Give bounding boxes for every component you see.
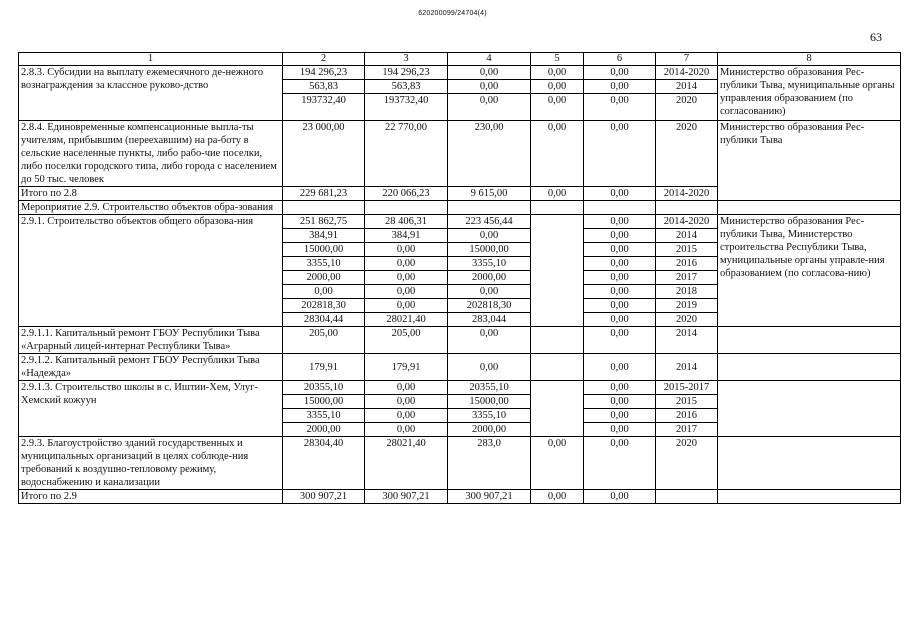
cell: 0,00 — [584, 395, 656, 409]
table-row — [19, 354, 901, 381]
cell: 0,00 — [365, 395, 448, 409]
cell: 300 907,21 — [448, 490, 531, 504]
executor-cell: Министерство образования Рес-публики Тыва — [718, 121, 901, 201]
total-row — [19, 490, 901, 504]
cell: 0,00 — [584, 94, 656, 121]
cell: 194 296,23 — [365, 66, 448, 80]
cell — [584, 201, 656, 215]
cell: 2020 — [656, 94, 718, 121]
cell: 2017 — [656, 423, 718, 437]
row-label: 2.9.3. Благоустройство зданий государственных и муниципальных организаций в целях соблюде-ния требований к воздушно-тепловому режиму, водоснабжению и канализации — [19, 437, 283, 490]
cell: 229 681,23 — [283, 187, 365, 201]
cell: 0,00 — [584, 243, 656, 257]
executor-cell: Министерство образования Рес-публики Тыва, муниципальные органы управления образованием (по согласованию) — [718, 66, 901, 121]
cell: 28304,44 — [283, 313, 365, 327]
cell: 0,00 — [584, 187, 656, 201]
cell: 15000,00 — [283, 395, 365, 409]
table-row — [19, 327, 901, 354]
executor-cell: Министерство образования Рес-публики Тыва, Министерство строительства Республики Тыва, муниципальные органы управле-ния образованием (по согласова-нию) — [718, 215, 901, 327]
cell: 0,00 — [365, 423, 448, 437]
cell: 2014 — [656, 229, 718, 243]
col-header: 6 — [584, 53, 656, 66]
cell: 283,0 — [448, 437, 531, 490]
cell: 3355,10 — [448, 409, 531, 423]
row-label: 2.9.1.1. Капитальный ремонт ГБОУ Республики Тыва «Аграрный лицей-интернат Республики Тыва» — [19, 327, 283, 354]
cell — [531, 215, 584, 327]
row-label: 2.8.3. Субсидии на выплату ежемесячного де-нежного вознаграждения за классное руково-дство — [19, 66, 283, 121]
cell: 179,91 — [283, 354, 365, 381]
cell: 20355,10 — [283, 381, 365, 395]
cell — [718, 354, 901, 381]
cell: 2014 — [656, 327, 718, 354]
cell: 2015-2017 — [656, 381, 718, 395]
cell — [283, 201, 365, 215]
cell: 2017 — [656, 271, 718, 285]
cell: 0,00 — [584, 381, 656, 395]
cell: 28 406,31 — [365, 215, 448, 229]
cell: 384,91 — [283, 229, 365, 243]
cell — [718, 381, 901, 437]
cell — [531, 201, 584, 215]
cell: 2020 — [656, 437, 718, 490]
cell: 2000,00 — [283, 423, 365, 437]
cell: 23 000,00 — [283, 121, 365, 187]
cell: 251 862,75 — [283, 215, 365, 229]
row-label: 2.9.1. Строительство объектов общего образова-ния — [19, 215, 283, 327]
cell: 2016 — [656, 257, 718, 271]
cell: 0,00 — [365, 243, 448, 257]
cell: 2016 — [656, 409, 718, 423]
program-table — [18, 52, 901, 504]
cell: 0,00 — [448, 327, 531, 354]
cell — [718, 327, 901, 354]
table-row — [19, 381, 901, 395]
cell: 15000,00 — [448, 395, 531, 409]
cell: 384,91 — [365, 229, 448, 243]
cell: 0,00 — [584, 271, 656, 285]
cell: 0,00 — [531, 94, 584, 121]
cell: 15000,00 — [448, 243, 531, 257]
cell: 0,00 — [531, 80, 584, 94]
cell: 0,00 — [531, 121, 584, 187]
cell: 2019 — [656, 299, 718, 313]
row-label: 2.9.1.2. Капитальный ремонт ГБОУ Республики Тыва «Надежда» — [19, 354, 283, 381]
table-row — [19, 121, 901, 187]
cell: 28021,40 — [365, 313, 448, 327]
cell: 205,00 — [365, 327, 448, 354]
cell: 0,00 — [365, 257, 448, 271]
cell — [531, 354, 584, 381]
cell: 205,00 — [283, 327, 365, 354]
cell: 0,00 — [448, 354, 531, 381]
cell: 2000,00 — [448, 423, 531, 437]
cell: 0,00 — [448, 94, 531, 121]
cell: 0,00 — [584, 285, 656, 299]
col-header: 2 — [283, 53, 365, 66]
table-row — [19, 66, 901, 80]
cell: 0,00 — [584, 80, 656, 94]
cell: 0,00 — [531, 490, 584, 504]
cell — [531, 327, 584, 354]
cell: 0,00 — [448, 285, 531, 299]
table-row — [19, 215, 901, 229]
cell: 2015 — [656, 395, 718, 409]
cell: 193732,40 — [283, 94, 365, 121]
cell: 3355,10 — [283, 257, 365, 271]
cell: 230,00 — [448, 121, 531, 187]
cell: 15000,00 — [283, 243, 365, 257]
cell: 2014-2020 — [656, 66, 718, 80]
col-header: 3 — [365, 53, 448, 66]
table-row — [19, 437, 901, 490]
cell: 2014-2020 — [656, 215, 718, 229]
cell: 300 907,21 — [283, 490, 365, 504]
cell: 9 615,00 — [448, 187, 531, 201]
col-header: 1 — [19, 53, 283, 66]
cell: 2014 — [656, 80, 718, 94]
cell: 563,83 — [283, 80, 365, 94]
cell: 0,00 — [584, 66, 656, 80]
cell: 0,00 — [584, 121, 656, 187]
cell: 0,00 — [584, 490, 656, 504]
row-label: Итого по 2.8 — [19, 187, 283, 201]
cell: 283,044 — [448, 313, 531, 327]
page-number: 63 — [870, 30, 882, 44]
cell: 3355,10 — [283, 409, 365, 423]
cell: 2014 — [656, 354, 718, 381]
document-id: 620200099/24704(4) — [418, 10, 487, 17]
cell: 0,00 — [584, 423, 656, 437]
cell: 0,00 — [365, 381, 448, 395]
cell: 0,00 — [531, 437, 584, 490]
cell: 0,00 — [531, 187, 584, 201]
cell: 193732,40 — [365, 94, 448, 121]
cell: 0,00 — [584, 313, 656, 327]
cell: 0,00 — [584, 327, 656, 354]
cell — [656, 490, 718, 504]
cell — [448, 201, 531, 215]
cell: 0,00 — [584, 437, 656, 490]
col-header: 8 — [718, 53, 901, 66]
section-row — [19, 201, 901, 215]
cell: 20355,10 — [448, 381, 531, 395]
col-header: 7 — [656, 53, 718, 66]
cell: 0,00 — [365, 409, 448, 423]
cell: 0,00 — [584, 257, 656, 271]
cell: 22 770,00 — [365, 121, 448, 187]
cell: 2000,00 — [448, 271, 531, 285]
cell — [531, 381, 584, 437]
cell — [365, 201, 448, 215]
cell: 0,00 — [448, 66, 531, 80]
row-label: 2.9.1.3. Строительство школы в с. Иштии-Хем, Улуг-Хемский кожуун — [19, 381, 283, 437]
cell — [718, 437, 901, 490]
cell: 3355,10 — [448, 257, 531, 271]
cell: 2014-2020 — [656, 187, 718, 201]
cell: 28021,40 — [365, 437, 448, 490]
cell — [656, 201, 718, 215]
col-header: 5 — [531, 53, 584, 66]
cell: 0,00 — [365, 285, 448, 299]
cell: 0,00 — [448, 80, 531, 94]
cell — [718, 201, 901, 215]
cell: 2020 — [656, 121, 718, 187]
cell: 0,00 — [365, 271, 448, 285]
cell: 563,83 — [365, 80, 448, 94]
cell: 300 907,21 — [365, 490, 448, 504]
cell: 28304,40 — [283, 437, 365, 490]
cell: 0,00 — [584, 229, 656, 243]
cell: 0,00 — [584, 409, 656, 423]
header-row — [19, 53, 901, 66]
cell: 220 066,23 — [365, 187, 448, 201]
col-header: 4 — [448, 53, 531, 66]
cell: 0,00 — [531, 66, 584, 80]
cell: 0,00 — [584, 299, 656, 313]
cell: 194 296,23 — [283, 66, 365, 80]
cell: 223 456,44 — [448, 215, 531, 229]
cell: 2000,00 — [283, 271, 365, 285]
cell: 179,91 — [365, 354, 448, 381]
row-label: Мероприятие 2.9. Строительство объектов обра-зования — [19, 201, 283, 215]
cell — [718, 490, 901, 504]
cell: 2020 — [656, 313, 718, 327]
cell: 0,00 — [584, 215, 656, 229]
cell: 0,00 — [365, 299, 448, 313]
cell: 2018 — [656, 285, 718, 299]
row-label: 2.8.4. Единовременные компенсационные выпла-ты учителям, прибывшим (переехавшим) на ра-боту в сельские населенные пункты, либо рабо-чие поселки, либо поселки городского типа, либо города с населением до 50 тыс. человек — [19, 121, 283, 187]
cell: 0,00 — [584, 354, 656, 381]
cell: 202818,30 — [448, 299, 531, 313]
cell: 2015 — [656, 243, 718, 257]
cell: 0,00 — [448, 229, 531, 243]
cell: 202818,30 — [283, 299, 365, 313]
row-label: Итого по 2.9 — [19, 490, 283, 504]
cell: 0,00 — [283, 285, 365, 299]
